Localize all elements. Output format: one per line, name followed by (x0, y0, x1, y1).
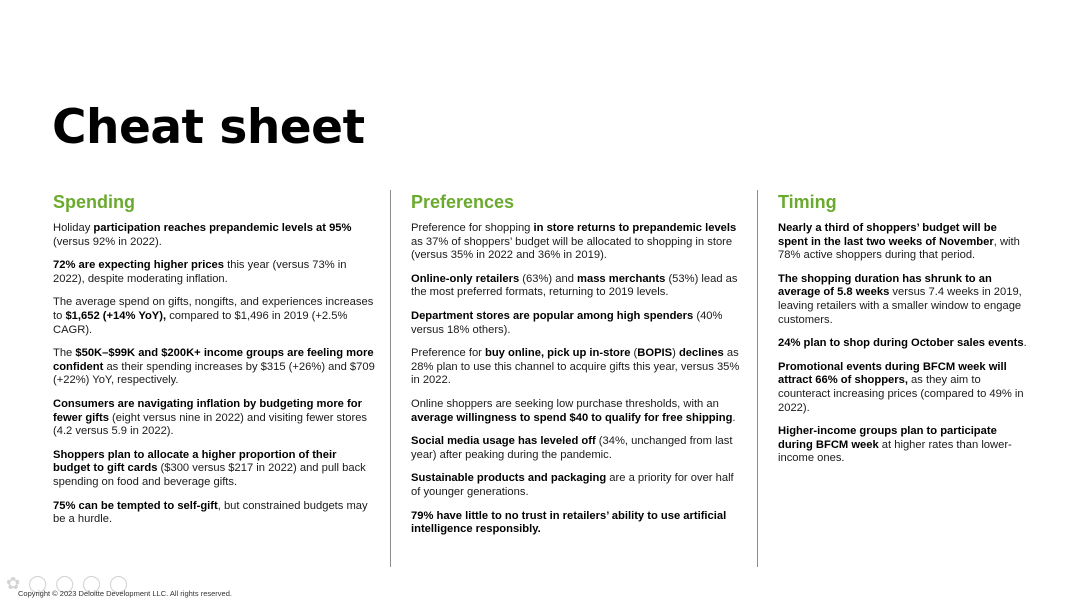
bullet-text: . (1023, 337, 1027, 350)
bullet-text: Preference for shopping (411, 222, 534, 234)
bullet-bold-text: 75% can be tempted to self-gift (53, 499, 218, 512)
bullet-item (778, 425, 1028, 466)
bullet-item (411, 472, 741, 499)
column-timing (778, 190, 1028, 476)
column-divider (390, 190, 391, 567)
bullet-bold-text: BOPIS (637, 347, 673, 360)
bullet-list (53, 222, 375, 527)
bullet-bold-text: Promotional events during BFCM week will attract 66% of shoppers, (778, 360, 1007, 387)
bullet-text: Holiday (53, 222, 94, 234)
bullet-text: ( (630, 347, 638, 360)
bullet-list (778, 222, 1028, 466)
bullet-item (411, 222, 741, 263)
column-preferences (411, 190, 741, 547)
bullet-bold-text: mass merchants (577, 272, 666, 285)
bullet-text: . (732, 411, 736, 424)
bullet-bold-text: Higher-income groups plan to participate during BFCM week (778, 425, 997, 451)
bullet-bold-text: average willingness to spend $40 to qualify for free shipping (411, 411, 733, 424)
bullet-text: as 37% of shoppers’ budget will be allocated to shopping in store (versus 35% in 2022 and 36% in 2019). (411, 235, 733, 262)
bullet-item (778, 361, 1028, 415)
bullet-bold-text: in store returns to prepandemic levels (533, 222, 737, 234)
column-heading: Preferences (411, 192, 515, 212)
bullet-text: The average spend on gifts, nongifts, and experiences increases to (53, 296, 374, 322)
bullet-item (53, 398, 375, 439)
bullet-item (778, 337, 1028, 351)
column-spending (53, 190, 375, 537)
watermark-logo: ✿ ◯ ◯ ◯ ◯ (6, 574, 130, 594)
bullet-item (778, 222, 1028, 263)
bullet-text: as their spending increases by $315 (+26%) and $709 (+22%) YoY, respectively. (53, 360, 375, 387)
bullet-bold-text: Nearly a third of shoppers’ budget will be spent in the last two weeks of November (778, 222, 997, 248)
bullet-text: (eight versus nine in 2022) and visiting fewer stores (4.2 versus 5.9 in 2022). (53, 411, 368, 438)
column-heading: Spending (53, 192, 135, 212)
bullet-item (411, 398, 741, 425)
bullet-bold-text: $1,652 (+14% YoY), (65, 309, 167, 322)
bullet-text: (63%) and (519, 272, 578, 285)
column-heading: Timing (778, 192, 837, 212)
bullet-bold-text: The shopping duration has shrunk to an average of 5.8 weeks (778, 272, 992, 299)
copyright-text: Copyright © 2023 Deloitte Development LLC. All rights reserved. (18, 589, 232, 598)
bullet-text: (53%) lead as the most preferred formats, returning to 2019 levels. (411, 272, 738, 299)
bullet-item (53, 222, 375, 249)
bullet-text: ) (672, 347, 679, 360)
bullet-item (53, 500, 375, 527)
bullet-text: are a priority for over half of younger generations. (411, 472, 734, 498)
bullet-text: Online shoppers are seeking low purchase thresholds, with an (411, 397, 719, 410)
bullet-item (53, 347, 375, 388)
bullet-bold-text: 79% have little to no trust in retailers’ ability to use artificial intelligence responsibly. (411, 509, 727, 536)
bullet-item (53, 296, 375, 337)
bullet-bold-text: Sustainable products and packaging (411, 472, 607, 485)
column-divider (757, 190, 758, 567)
bullet-list (411, 222, 741, 537)
bullet-text: at higher rates than lower-income ones. (778, 438, 1012, 465)
bullet-item (411, 435, 741, 462)
bullet-text: The (53, 347, 76, 360)
bullet-text: this year (versus 73% in 2022), despite moderating inflation. (53, 259, 347, 285)
bullet-bold-text: Social media usage has leveled off (411, 435, 596, 448)
bullet-bold-text: participation reaches prepandemic levels at 95% (93, 222, 352, 234)
bullet-item (53, 449, 375, 490)
bullet-item (53, 259, 375, 286)
bullet-bold-text: 72% are expecting higher prices (53, 259, 224, 272)
bullet-text: (34%, unchanged from last year) after peaking during the pandemic. (411, 435, 733, 461)
bullet-item (411, 510, 741, 537)
bullet-item (411, 310, 741, 337)
bullet-item (778, 273, 1028, 327)
bullet-bold-text: 24% plan to shop during October sales events (778, 337, 1024, 350)
bullet-text: (versus 92% in 2022). (53, 235, 162, 248)
page-title: Cheat sheet (52, 100, 365, 155)
bullet-item (411, 347, 741, 388)
bullet-bold-text: Online-only retailers (411, 272, 520, 285)
bullet-bold-text: Consumers are navigating inflation by budgeting more for fewer gifts (53, 397, 362, 424)
bullet-text: (40% versus 18% others). (411, 309, 723, 336)
bullet-text: as they aim to counteract increasing prices (compared to 49% in 2022). (778, 374, 1024, 414)
bullet-text: versus 7.4 weeks in 2019, leaving retailers with a smaller window to engage customers. (778, 286, 1022, 326)
bullet-bold-text: declines (678, 347, 724, 360)
bullet-bold-text: buy online, pick up in-store (485, 347, 631, 360)
bullet-bold-text: Shoppers plan to allocate a higher proportion of their budget to gift cards (53, 448, 337, 475)
bullet-bold-text: $50K–$99K and $200K+ income groups are feeling more confident (53, 347, 374, 373)
bullet-text: as 28% plan to use this channel to acquire gifts this year, versus 35% in 2022. (411, 347, 740, 387)
bullet-item (411, 273, 741, 300)
bullet-text: , but constrained budgets may be a hurdle. (53, 499, 368, 526)
bullet-text: Preference for (411, 347, 485, 360)
bullet-bold-text: Department stores are popular among high spenders (411, 309, 694, 322)
bullet-text: compared to $1,496 in 2019 (+2.5% CAGR). (53, 309, 348, 336)
bullet-text: , with 78% active shoppers during that period. (778, 235, 1020, 262)
bullet-text: ($300 versus $217 in 2022) and pull back spending on food and beverage gifts. (53, 462, 366, 488)
